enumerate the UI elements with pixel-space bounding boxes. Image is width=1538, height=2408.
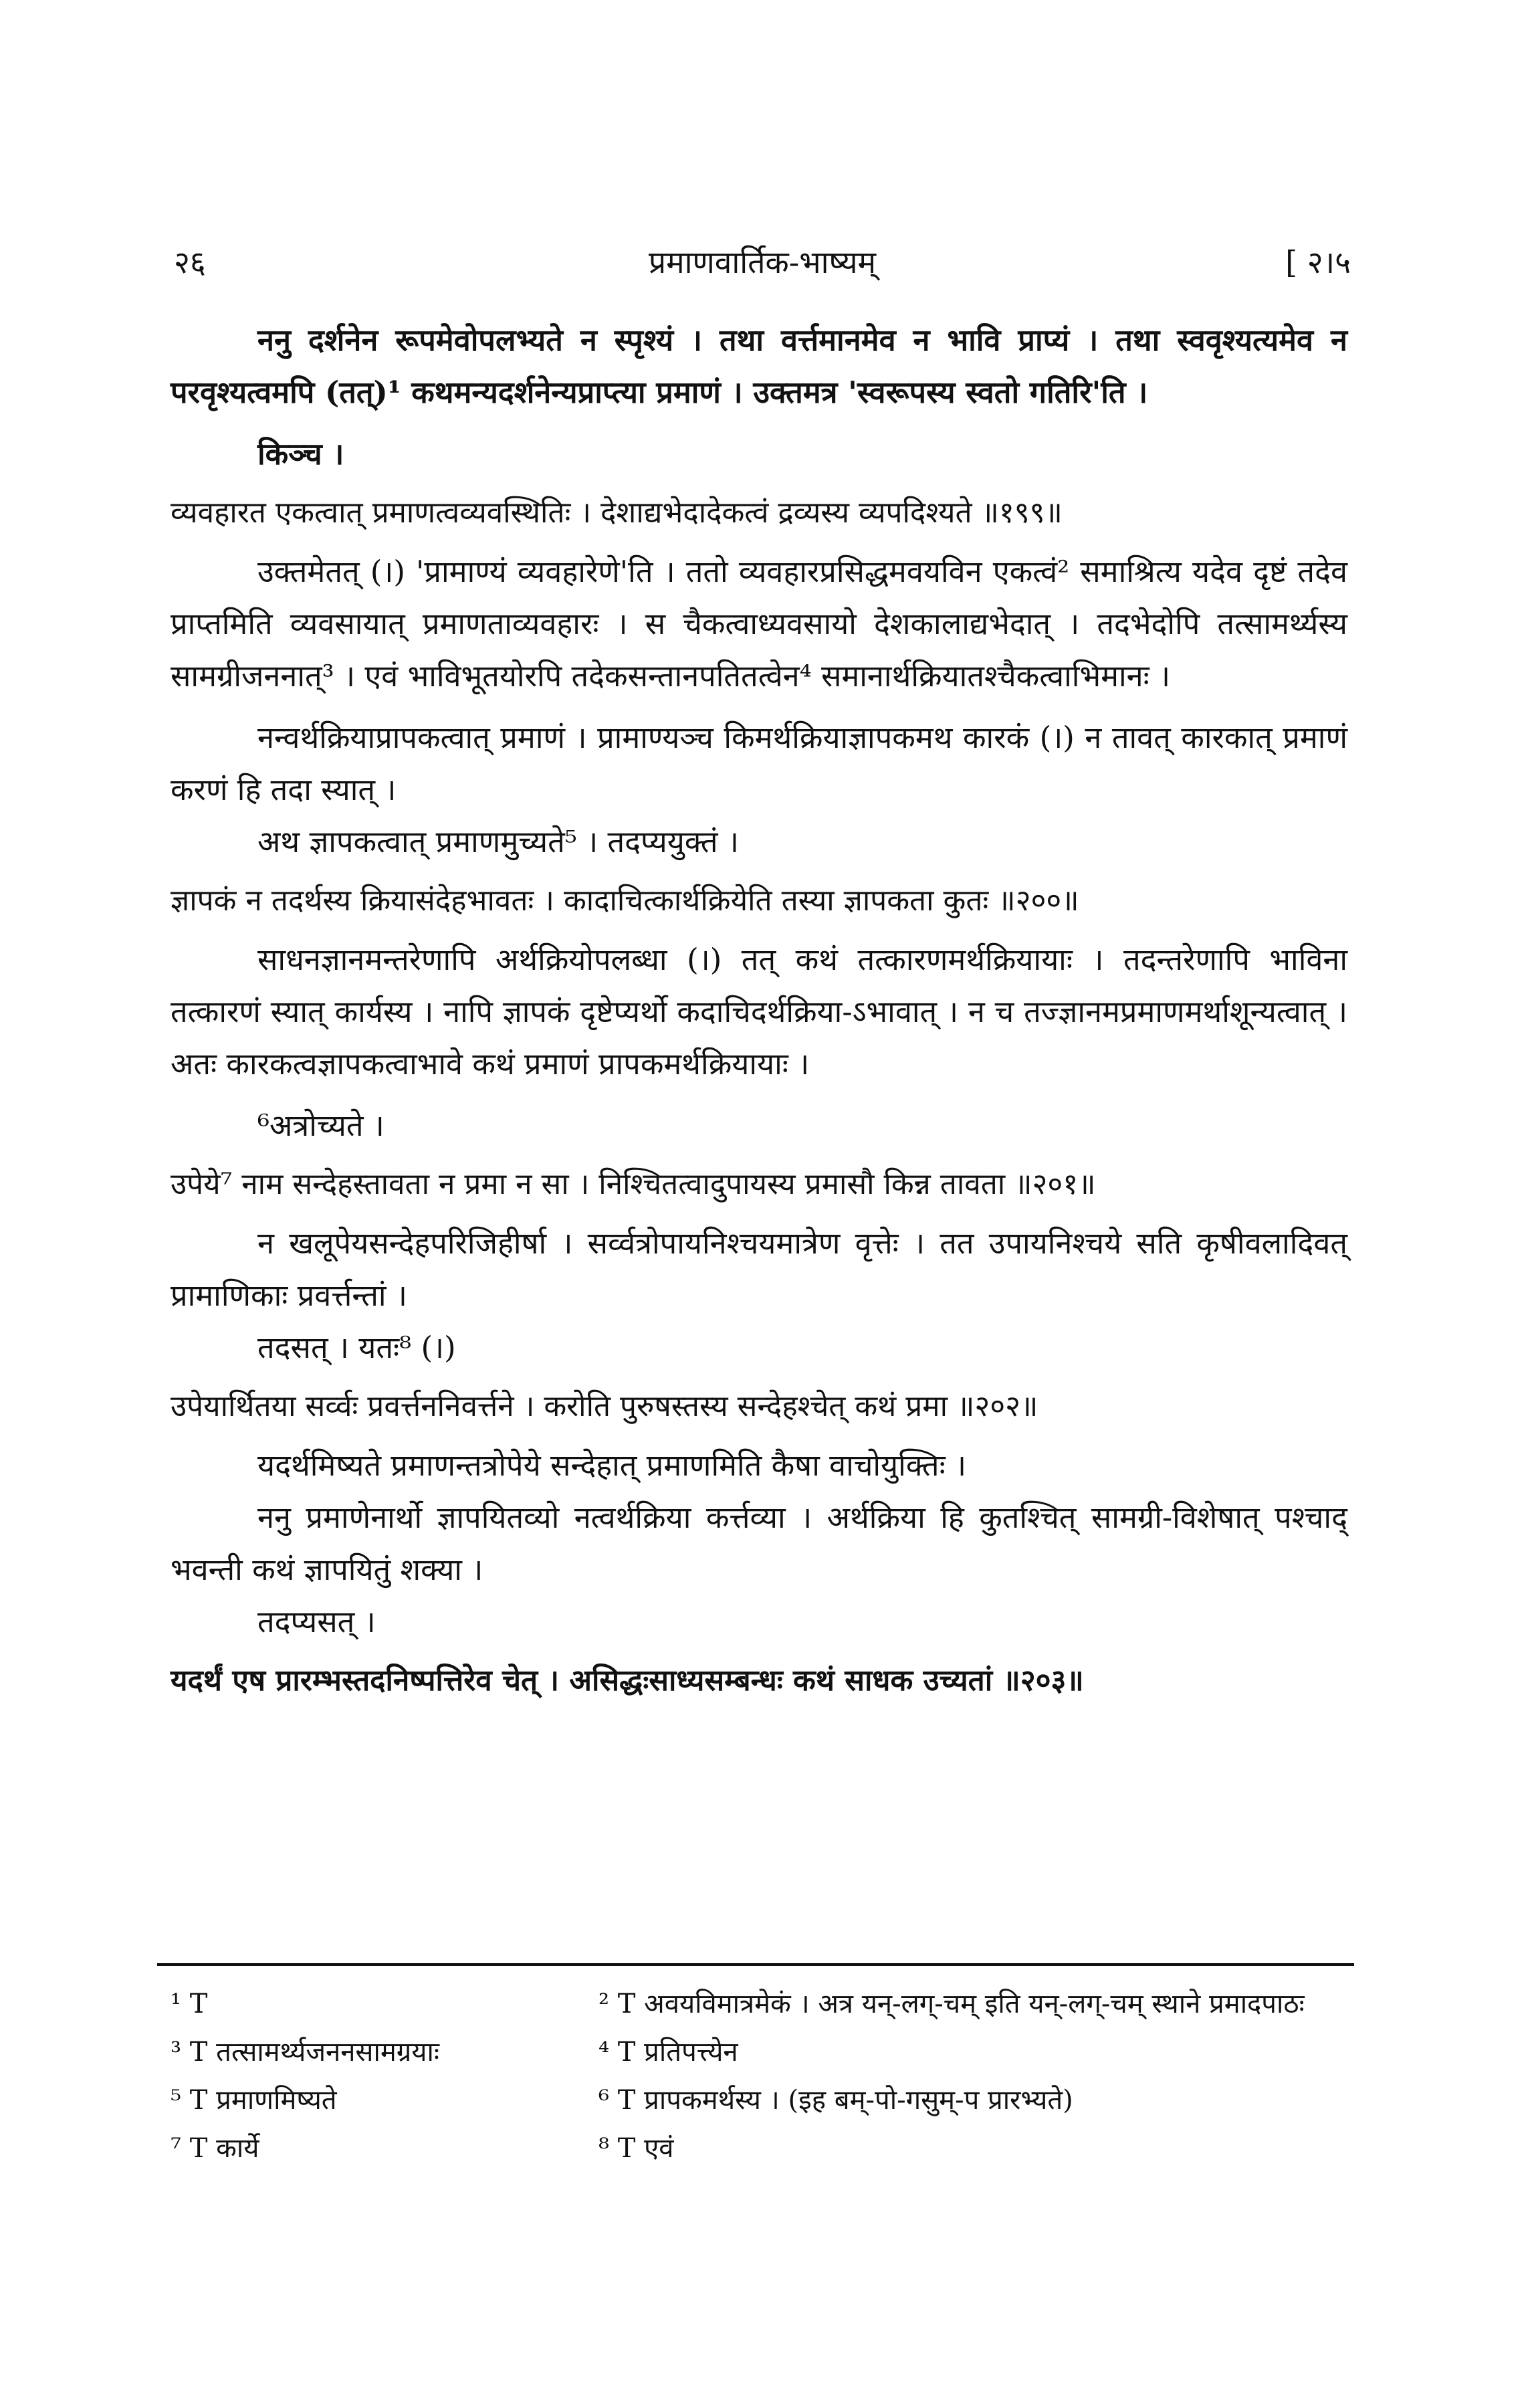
- commentary-paragraph: साधनज्ञानमन्तरेणापि अर्थक्रियोपलब्धा (।) तत् कथं तत्कारणमर्थक्रियायाः । तदन्तरेणापि भाविना तत्कारणं स्यात् कार्यस्य । नापि ज्ञापकं दृष्टेप्यर्थो कदाचिदर्थक्रिया-ऽभावात् । न च तज्ज्ञानमप्रमाणमर्थाशून्यत्वात् । अतः कारकत्वज्ञापकत्वाभावे कथं प्रमाणं प्रापकमर्थक्रियायाः ।: [171, 942, 1347, 1082]
- section-reference: [ २।५: [1285, 244, 1351, 280]
- commentary-paragraph: नन्वर्थक्रियाप्रापकत्वात् प्रमाणं । प्रामाण्यञ्च किमर्थक्रियाज्ञापकमथ कारकं (।) न तावत् कारकात् प्रमाणं करणं हि तदा स्यात् ।: [171, 720, 1347, 807]
- verse-203: यदर्थं एष प्रारम्भस्तदनिष्पत्तिरेव चेत् । असिद्धःसाध्यसम्बन्धः कथं साधक उच्यतां ॥२०३॥: [171, 1664, 1084, 1698]
- commentary-paragraph: यदर्थमिष्यते प्रमाणन्तत्रोपेये सन्देहात् प्रमाणमिति कैषा वाचोयुक्तिः ।: [257, 1447, 967, 1483]
- commentary-paragraph: ⁶अत्रोच्यते ।: [257, 1108, 384, 1143]
- footnote-row: [171, 2076, 1347, 2124]
- footnote: ² T अवयविमात्रमेकं । अत्र यन्-लग्-चम् इति यन्-लग्-चम् स्थाने प्रमादपाठः: [598, 1989, 1305, 2019]
- verse-200: ज्ञापकं न तदर्थस्य क्रियासंदेहभावतः । कादाचित्कार्थक्रियेति तस्या ज्ञापकता कुतः ॥२००॥: [171, 884, 1079, 918]
- footnote: ³ T तत्सामर्थ्यजननसामग्रयाः: [171, 2037, 439, 2068]
- main-text: [171, 314, 1347, 1714]
- commentary-paragraph: न खलूपेयसन्देहपरिजिहीर्षा । सर्व्वत्रोपायनिश्चयमात्रेण वृत्तेः । तत उपायनिश्चये सति कृषीवलादिवत् प्रामाणिकाः प्रवर्त्तन्तां ।: [171, 1225, 1347, 1313]
- footnote: ⁸ T एवं: [598, 2133, 674, 2164]
- commentary-paragraph: अथ ज्ञापकत्वात् प्रमाणमुच्यते⁵ । तदप्ययुक्तं ।: [257, 824, 739, 860]
- footnote-divider: [157, 1963, 1354, 1966]
- commentary-paragraph: ननु दर्शनेन रूपमेवोपलभ्यते न स्पृश्यं । तथा वर्त्तमानमेव न भावि प्राप्यं । तथा स्ववृश्यत्यमेव न परवृश्यत्वमपि (तत्)¹ कथमन्यदर्शनेन्यप्राप्त्या प्रमाणं । उक्तमत्र 'स्वरूपस्य स्वतो गतिरि'ति ।: [171, 322, 1347, 410]
- commentary-paragraph: किञ्च ।: [257, 436, 344, 472]
- page-number: २६: [174, 244, 206, 280]
- commentary-paragraph: तदप्यसत् ।: [257, 1604, 376, 1639]
- footnote: ¹ T: [171, 1989, 208, 2019]
- footnotes: [171, 1980, 1347, 2173]
- commentary-paragraph: ननु प्रमाणेनार्थो ज्ञापयितव्यो नत्वर्थक्रिया कर्त्तव्या । अर्थक्रिया हि कुतश्चित् सामग्री-विशेषात् पश्चाद् भवन्ती कथं ज्ञापयितुं शक्या ।: [171, 1500, 1347, 1587]
- footnote: ⁶ T प्रापकमर्थस्य । (इह बम्-पो-गसुम्-प प्रारभ्यते): [598, 2085, 1073, 2116]
- footnote-row: [171, 2124, 1347, 2173]
- footnote-row: [171, 1980, 1347, 2028]
- page-header: [174, 241, 1351, 288]
- verse-199: व्यवहारत एकत्वात् प्रमाणत्वव्यवस्थितिः । देशाद्यभेदादेकत्वं द्रव्यस्य व्यपदिश्यते ॥१९९॥: [171, 496, 1063, 530]
- running-title: प्रमाणवार्तिक-भाष्यम्: [648, 244, 877, 280]
- commentary-paragraph: उक्तमेतत् (।) 'प्रामाण्यं व्यवहारेणे'ति । ततो व्यवहारप्रसिद्धमवयविन एकत्वं² समाश्रित्य यदेव दृष्टं तदेव प्राप्तमिति व्यवसायात् प्रमाणताव्यवहारः । स चैकत्वाध्यवसायो देशकालाद्यभेदात् । तदभेदोपि तत्सामर्थ्यस्य सामग्रीजननात्³ । एवं भाविभूतयोरपि तदेकसन्तानपतितत्वेन⁴ समानार्थक्रियातश्चैकत्वाभिमानः ।: [171, 554, 1347, 694]
- footnote-row: [171, 2028, 1347, 2076]
- verse-201: उपेये⁷ नाम सन्देहस्तावता न प्रमा न सा । निश्चितत्वादुपायस्य प्रमासौ किन्न तावता ॥२०१॥: [171, 1167, 1096, 1201]
- footnote: ⁵ T प्रमाणमिष्यते: [171, 2085, 337, 2116]
- footnote: ⁷ T कार्ये: [171, 2133, 259, 2164]
- commentary-paragraph: तदसत् । यतः⁸ (।): [257, 1330, 456, 1365]
- footnote: ⁴ T प्रतिपत्त्येन: [598, 2037, 738, 2068]
- verse-202: उपेयार्थितया सर्व्वः प्रवर्त्तननिवर्त्तने । करोति पुरुषस्तस्य सन्देहश्चेत् कथं प्रमा ॥२०२॥: [171, 1389, 1038, 1423]
